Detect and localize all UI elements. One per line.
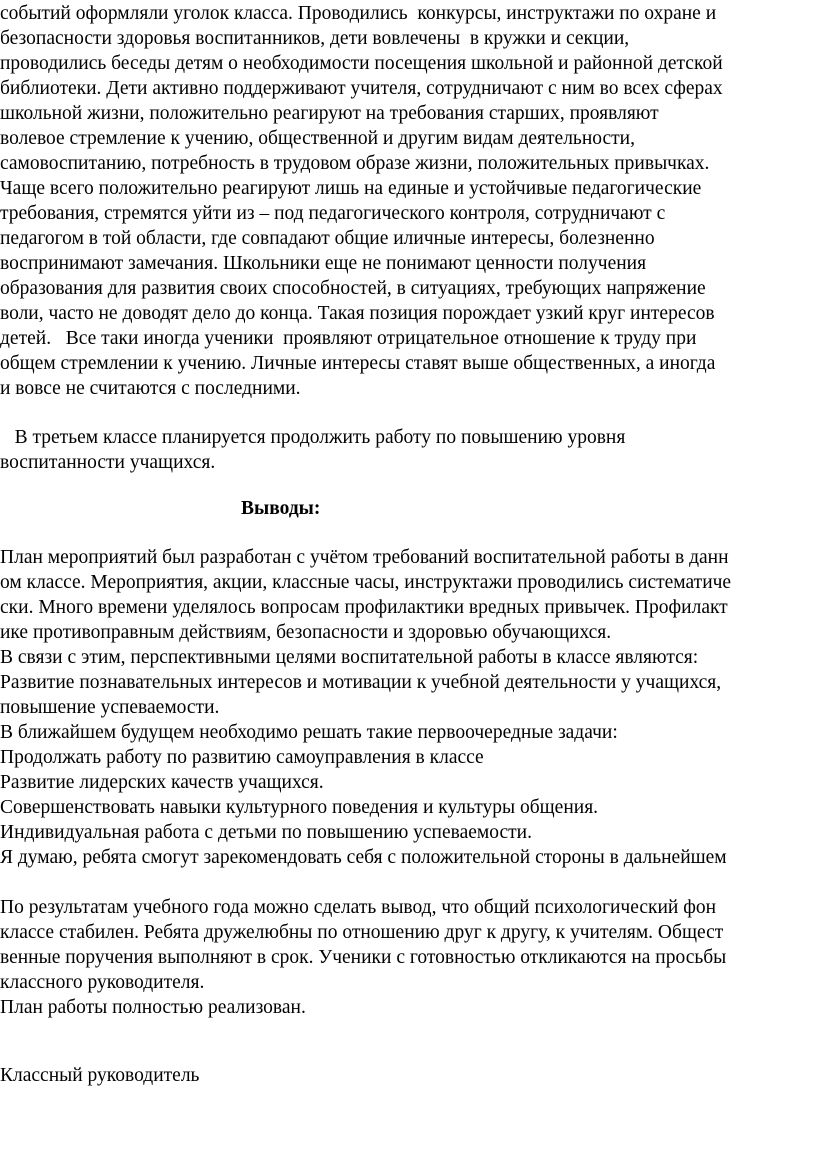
text-line: Развитие познавательных интересов и мотивации к учебной деятельности у учащихся, — [0, 672, 722, 693]
text-line: ике противоправным действиям, безопасности и здоровью обучающихся. — [0, 622, 612, 643]
text-line: В ближайшем будущем необходимо решать такие первоочередные задачи: — [0, 722, 618, 743]
text-line: школьной жизни, положительно реагируют на требования старших, проявляют — [0, 103, 659, 124]
signature-label: Классный руководитель — [0, 1065, 200, 1086]
text-line: образования для развития своих способностей, в ситуациях, требующих напряжение — [0, 278, 706, 299]
text-line: В третьем классе планируется продолжить работу по повышению уровня — [0, 427, 626, 448]
text-line: педагогом в той области, где совпадают общие иличные интересы, болезненно — [0, 228, 655, 249]
section-heading: Выводы: — [241, 498, 321, 519]
text-line: классе стабилен. Ребята дружелюбны по отношению друг к другу, к учителям. Общест — [0, 922, 724, 943]
text-line: В связи с этим, перспективными целями воспитательной работы в классе являются: — [0, 647, 699, 668]
text-line: проводились беседы детям о необходимости посещения школьной и районной детской — [0, 53, 723, 74]
text-line: Развитие лидерских качеств учащихся. — [0, 772, 324, 793]
text-line: План работы полностью реализован. — [0, 997, 306, 1018]
text-line: детей. Все таки иногда ученики проявляют отрицательное отношение к труду при — [0, 328, 697, 349]
text-line: венные поручения выполняют в срок. Ученики с готовностью откликаются на просьбы — [0, 947, 727, 968]
text-line: Чаще всего положительно реагируют лишь на единые и устойчивые педагогические — [0, 178, 702, 199]
text-line: самовоспитанию, потребность в трудовом образе жизни, положительных привычках. — [0, 153, 710, 174]
text-line: требования, стремятся уйти из – под педагогического контроля, сотрудничают с — [0, 203, 666, 224]
text-line: ом классе. Мероприятия, акции, классные часы, инструктажи проводились систематиче — [0, 572, 732, 593]
text-line: Совершенствовать навыки культурного поведения и культуры общения. — [0, 797, 599, 818]
text-line: воспринимают замечания. Школьники еще не понимают ценности получения — [0, 253, 647, 274]
text-line: классного руководителя. — [0, 972, 205, 993]
text-line: общем стремлении к учению. Личные интересы ставят выше общественных, а иногда — [0, 353, 716, 374]
text-line: библиотеки. Дети активно поддерживают учителя, сотрудничают с ним во всех сферах — [0, 78, 723, 99]
text-line: Индивидуальная работа с детьми по повышению успеваемости. — [0, 822, 532, 843]
text-line: Я думаю, ребята смогут зарекомендовать себя с положительной стороны в дальнейшем — [0, 847, 727, 868]
text-line: План мероприятий был разработан с учётом требований воспитательной работы в данн — [0, 547, 729, 568]
text-line: повышение успеваемости. — [0, 697, 220, 718]
text-line: Продолжать работу по развитию самоуправления в классе — [0, 747, 484, 768]
text-line: и вовсе не считаются с последними. — [0, 378, 301, 399]
text-line: безопасности здоровья воспитанников, дети вовлечены в кружки и секции, — [0, 28, 630, 49]
text-line: воли, часто не доводят дело до конца. Такая позиция порождает узкий круг интересов — [0, 303, 715, 324]
text-line: ски. Много времени уделялось вопросам профилактики вредных привычек. Профилакт — [0, 597, 728, 618]
text-line: воспитанности учащихся. — [0, 452, 216, 473]
text-line: По результатам учебного года можно сделать вывод, что общий психологический фон — [0, 897, 717, 918]
text-line: событий оформляли уголок класса. Проводились конкурсы, инструктажи по охране и — [0, 3, 717, 24]
text-line: волевое стремление к учению, общественной и другим видам деятельности, — [0, 128, 635, 149]
